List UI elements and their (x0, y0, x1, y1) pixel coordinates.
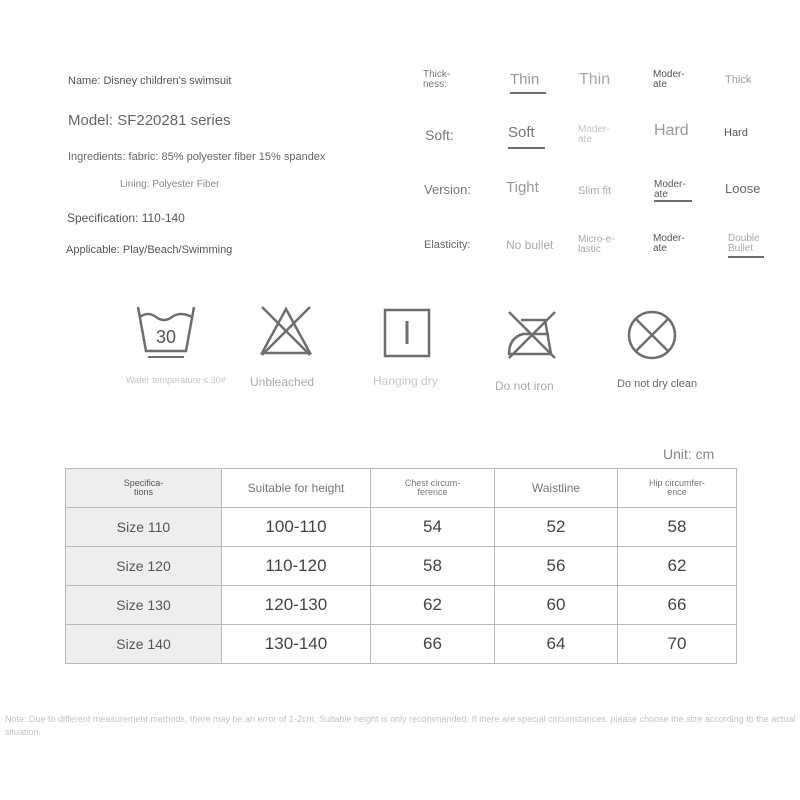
cell-chest: 66 (371, 625, 495, 664)
dryclean-label: Do not dry clean (617, 378, 698, 390)
cell-height: 100-110 (222, 508, 371, 547)
cell-chest: 58 (371, 547, 495, 586)
hang-dry-icon (383, 308, 431, 358)
attr-thickness-label: Thick- ness: (423, 69, 451, 90)
cell-size: Size 120 (66, 547, 222, 586)
attr-version-opt1: Tight (506, 179, 539, 196)
attr-soft-opt1: Soft (508, 124, 535, 141)
cell-hip: 62 (618, 547, 737, 586)
attr-thickness-opt3: Moder- ate (653, 69, 685, 90)
iron-label: Do not iron (495, 379, 554, 393)
cell-hip: 58 (618, 508, 737, 547)
product-specification: Specification: 110-140 (67, 211, 185, 225)
attr-version-opt3: Moder- ate (654, 179, 686, 200)
attr-soft-opt2: Moder- ate (578, 124, 610, 145)
product-ingredients: Ingredients: fabric: 85% polyester fiber 15% spandex (68, 151, 326, 163)
cell-height: 110-120 (222, 547, 371, 586)
size-table (65, 468, 737, 664)
cell-chest: 62 (371, 586, 495, 625)
attr-version-selected-underline (654, 200, 692, 202)
cell-size: Size 140 (66, 625, 222, 664)
cell-hip: 70 (618, 625, 737, 664)
cell-height: 130-140 (222, 625, 371, 664)
header-chest: Chest circum- ference (371, 469, 495, 508)
attr-thickness-opt4: Thick (725, 74, 752, 86)
cell-size: Size 130 (66, 586, 222, 625)
attr-soft-label: Soft: (425, 127, 454, 143)
attr-elasticity-opt1: No bullet (506, 238, 554, 252)
cell-hip: 66 (618, 586, 737, 625)
attr-thickness-opt2: Thin (579, 71, 611, 88)
attr-version-opt4: Loose (725, 181, 761, 196)
bleach-label: Unbleached (250, 375, 315, 389)
cell-waist: 60 (495, 586, 618, 625)
attr-elasticity-selected-underline (728, 256, 764, 258)
header-height: Suitable for height (222, 469, 371, 508)
attr-soft-opt4: Hard (724, 127, 748, 139)
attr-version-label: Version: (424, 182, 471, 197)
attr-elasticity-opt3: Moder- ate (653, 233, 685, 254)
cell-height: 120-130 (222, 586, 371, 625)
cell-waist: 52 (495, 508, 618, 547)
attr-soft-opt3: Hard (654, 122, 689, 139)
dry-label: Hanging dry (373, 374, 438, 388)
attr-thickness-opt1: Thin (510, 71, 540, 88)
table-header-row (66, 469, 737, 508)
wash-temperature-number: 30 (155, 327, 177, 347)
cell-waist: 56 (495, 547, 618, 586)
cell-size: Size 110 (66, 508, 222, 547)
measurement-note: Note: Due to different measurement methods, there may be an error of 1-2cm. Suitable height is only recommended. If there are special circumstances, please choose the size according to the actual situation. (5, 714, 796, 737)
table-row (66, 547, 737, 586)
attr-elasticity-opt4: Double Bullet (728, 233, 760, 254)
cell-waist: 64 (495, 625, 618, 664)
attr-thickness-selected-underline (510, 92, 546, 94)
table-row (66, 508, 737, 547)
product-name: Name: Disney children's swimsuit (68, 75, 232, 87)
product-model: Model: SF220281 series (68, 112, 231, 129)
product-lining: Lining: Polyester Fiber (120, 179, 220, 190)
table-row (66, 586, 737, 625)
cell-chest: 54 (371, 508, 495, 547)
unit-label: Unit: cm (663, 446, 715, 462)
header-hip: Hip circumfer- ence (618, 469, 737, 508)
attr-elasticity-opt2: Micro-e- lastic (578, 234, 615, 255)
header-waist: Waistline (495, 469, 618, 508)
header-specifications: Specifica- tions (66, 469, 222, 508)
table-row (66, 625, 737, 664)
attr-elasticity-label: Elasticity: (424, 239, 471, 251)
no-bleach-icon (258, 305, 314, 357)
attr-version-opt2: Slim fit (578, 185, 611, 197)
no-dry-clean-icon (626, 309, 678, 361)
wash-30-icon (136, 303, 196, 359)
wash-label: Water temperature ≤ 30# (126, 375, 226, 385)
attr-soft-selected-underline (508, 147, 545, 149)
product-applicable: Applicable: Play/Beach/Swimming (66, 244, 233, 256)
no-iron-icon (505, 308, 559, 360)
